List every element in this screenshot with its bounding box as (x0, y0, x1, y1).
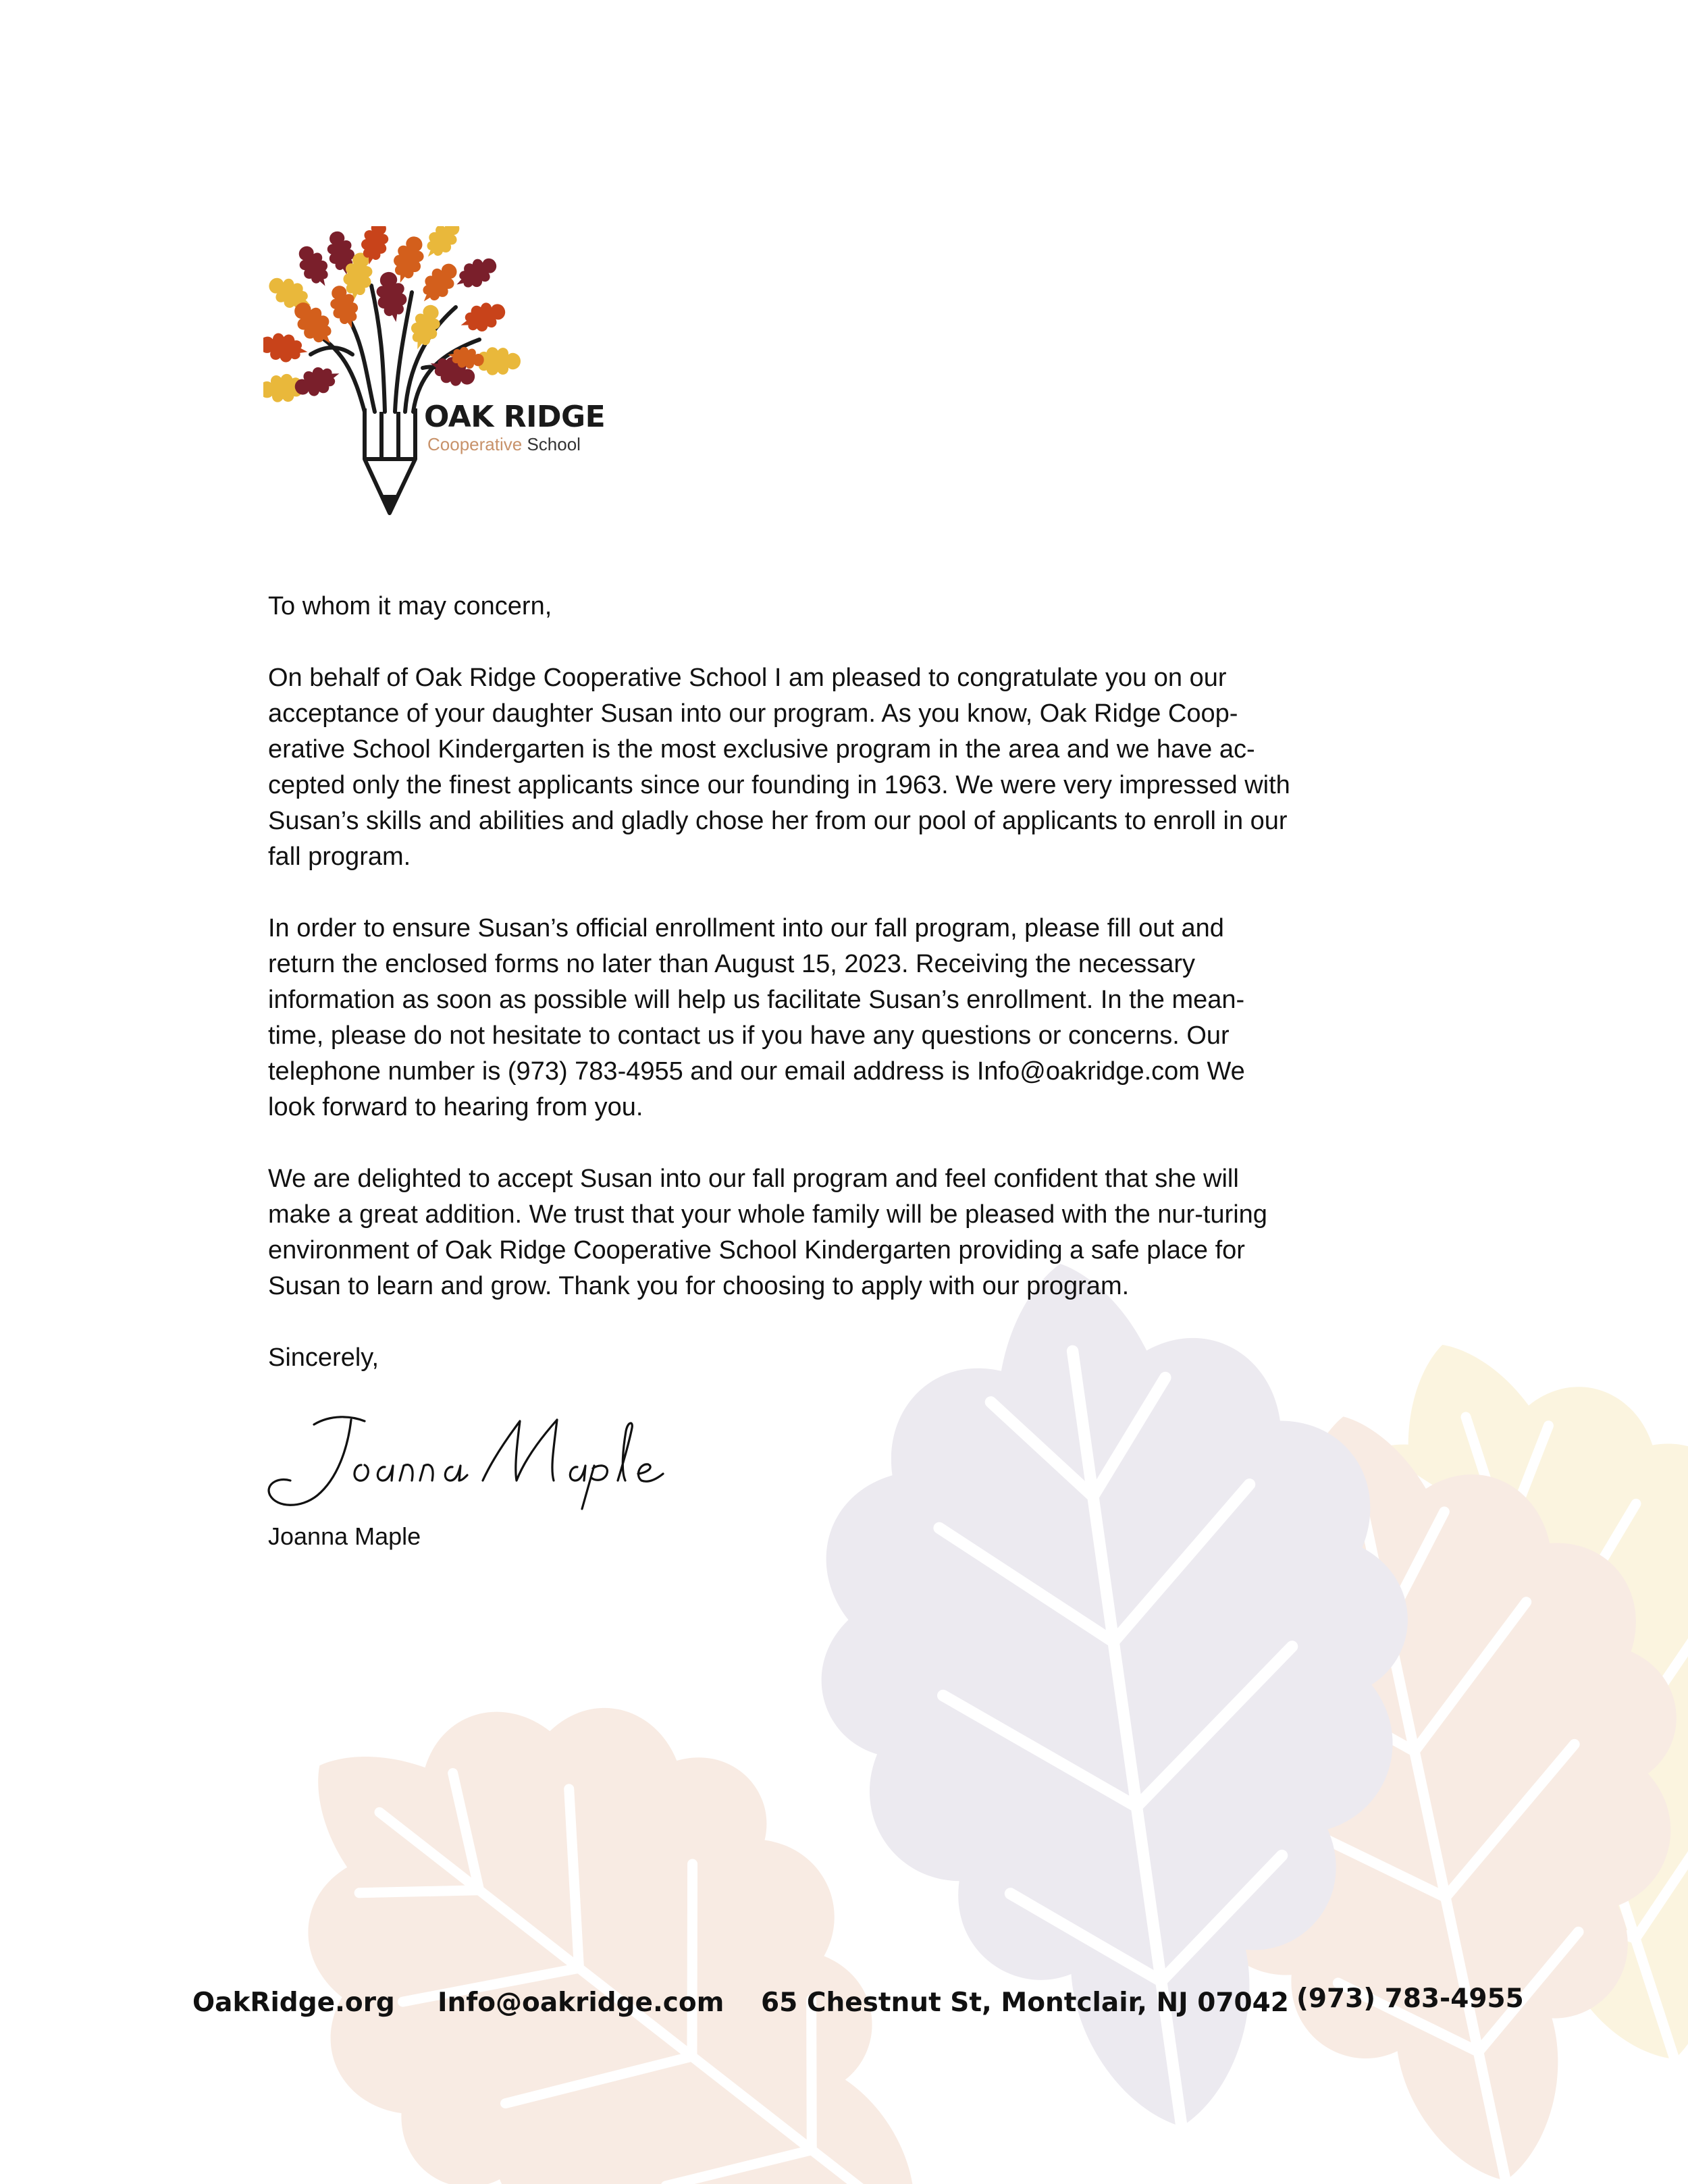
footer-website-link[interactable]: OakRidge.org (192, 1988, 395, 2018)
paragraph-1: On behalf of Oak Ridge Cooperative School I am pleased to congratulate you on our acceptance of your daughter Susan into our program. As you know, Oak Ridge Coop-erative School Kindergarten is the most exclusive program in the area and we have ac-cepted only the finest applicants since our founding in 1963. We were very impressed with Susan’s skills and abilities and gladly chose her from our pool of applicants to enroll in our fall program. (268, 664, 1290, 871)
paragraph-3: We are delighted to accept Susan into our fall program and feel confident that she will make a great addition. We trust that your whole family will be pleased with the nur-turing environment of Oak Ridge Cooperative School Kindergarten providing a safe place for Susan to learn and grow. Thank you for choosing to apply with our program. (268, 1165, 1267, 1300)
signer-name: Joanna Maple (268, 1522, 421, 1550)
footer-email-link[interactable]: Info@oakridge.com (438, 1988, 724, 2018)
letter-body (268, 589, 1294, 1412)
footer-phone[interactable]: (973) 783-4955 (1296, 1983, 1524, 2014)
oak-tree-pencil-icon (263, 226, 614, 530)
handwritten-signature (250, 1401, 682, 1516)
logo-subtitle-school: School (527, 434, 581, 454)
salutation: To whom it may concern, (268, 592, 552, 620)
footer-address: 65 Chestnut St, Montclair, NJ 07042 (761, 1988, 1289, 2018)
logo-name: OAK RIDGE (424, 400, 606, 434)
closing: Sincerely, (268, 1343, 379, 1372)
footer (0, 1983, 1688, 2028)
logo-subtitle-cooperative: Cooperative (427, 434, 523, 454)
logo-subtitle (427, 434, 581, 455)
paragraph-2: In order to ensure Susan’s official enrollment into our fall program, please fill out and return the enclosed forms no later than August 15, 2023. Receiving the necessary information as soon as possible will help us facilitate Susan’s enrollment. In the mean-time, please do not hesitate to contact us if you have any questions or concerns. Our telephone number is (973) 783-4955 and our email address is Info@oakridge.com We look forward to hearing from you. (268, 914, 1245, 1121)
